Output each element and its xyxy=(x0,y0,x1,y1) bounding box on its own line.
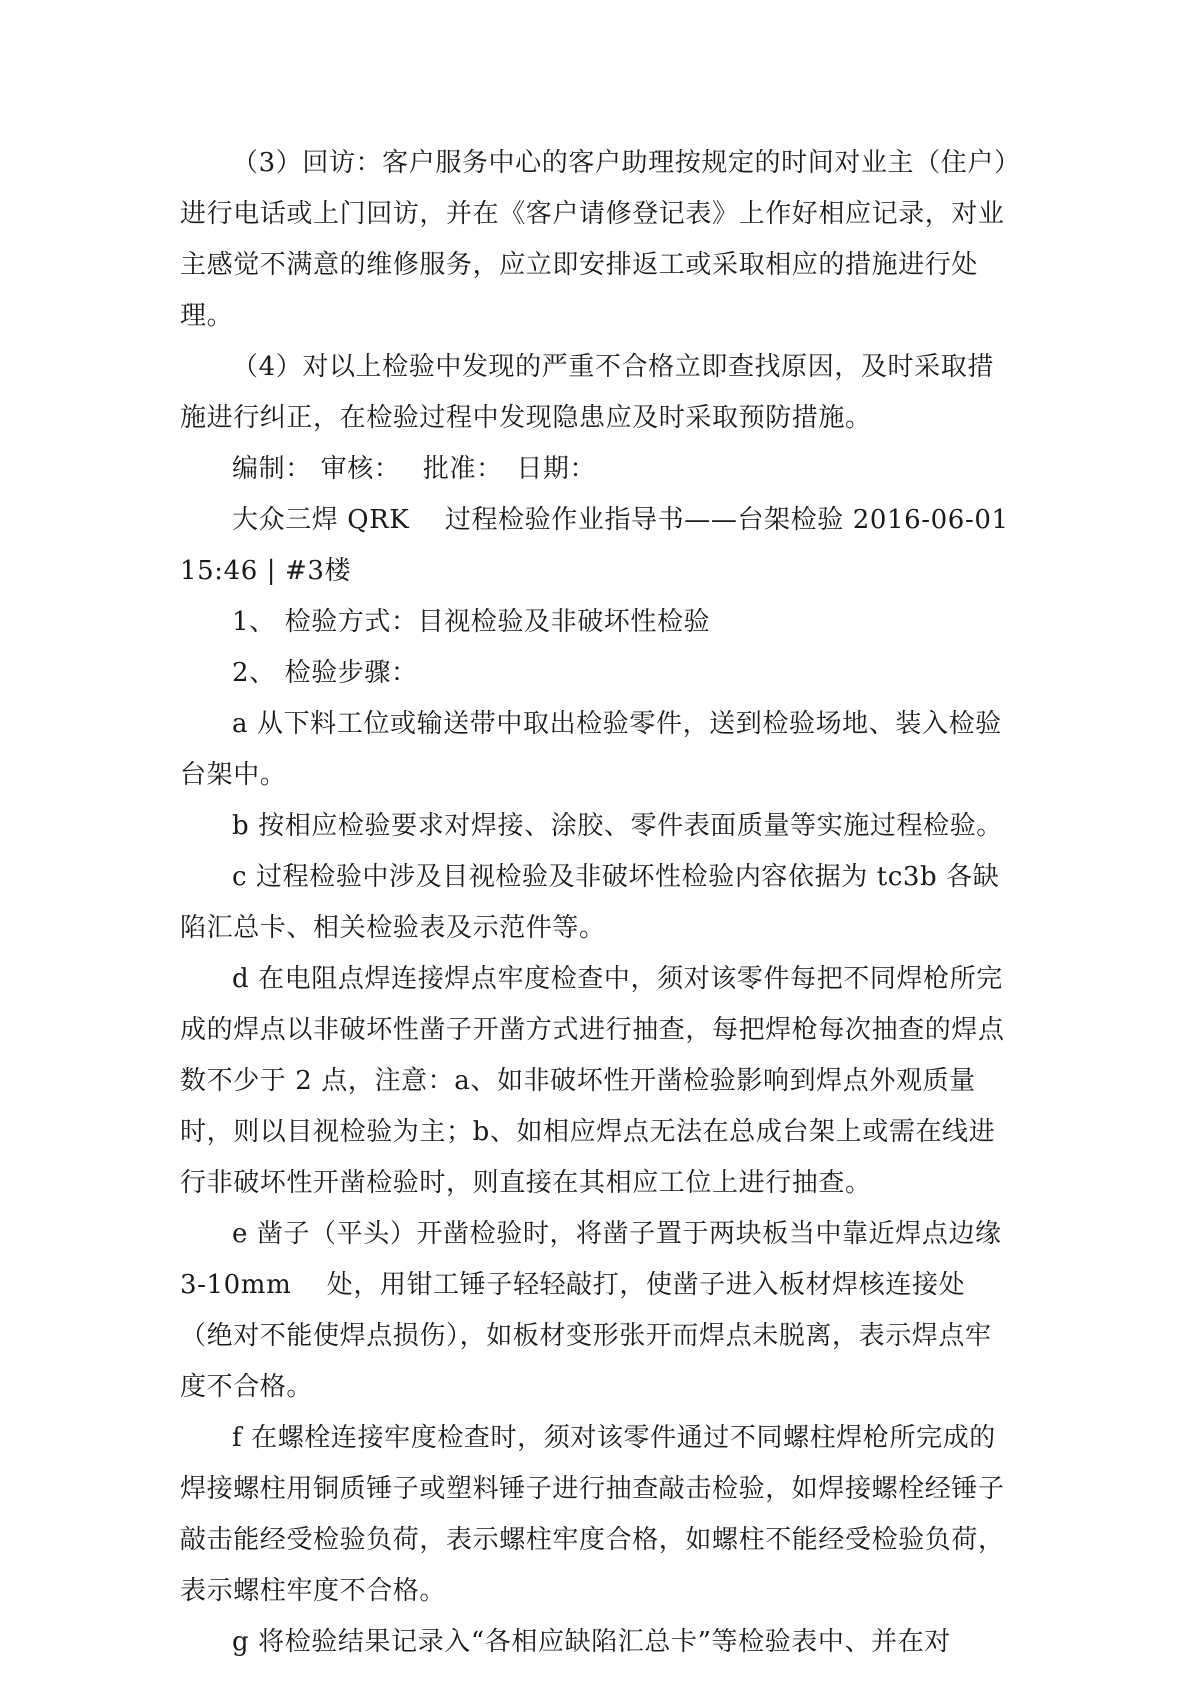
paragraph-step-f: f 在螺栓连接牢度检查时，须对该零件通过不同螺柱焊枪所完成的焊接螺柱用铜质锤子或塑料锤子进行抽查敲击检验，如焊接螺栓经锤子敲击能经受检验负荷，表示螺柱牢度合格，如螺柱不能经受检验负荷，表示螺柱牢度不合格。 xyxy=(180,1423,1005,1606)
paragraph-step-e: e 凿子（平头）开凿检验时，将凿子置于两块板当中靠近焊点边缘 3-10mm 处，用钳工锤子轻轻敲打，使凿子进入板材焊核连接处（绝对不能使焊点损伤），如板材变形张开而焊点未脱离，表示焊点牢度不合格。 xyxy=(180,1219,1002,1402)
paragraph-step-d: d 在电阻点焊连接焊点牢度检查中，须对该零件每把不同焊枪所完成的焊点以非破坏性凿子开凿方式进行抽查，每把焊枪每次抽查的焊点数不少于 2 点，注意：a、如非破坏性开凿检验影响到焊点外观质量时，则以目视检验为主；b、如相应焊点无法在总成台架上或需在线进行非破坏性开凿检验时，则直接在其相应工位上进行抽查。 xyxy=(180,964,1005,1198)
paragraph-inspection-steps: 2、 检验步骤： xyxy=(232,658,418,688)
paragraph-corrective-action: （4）对以上检验中发现的严重不合格立即查找原因，及时采取措施进行纠正，在检验过程中发现隐患应及时采取预防措施。 xyxy=(180,352,994,433)
document-body xyxy=(180,138,1012,1668)
paragraph-inspection-method: 1、 检验方式：目视检验及非破坏性检验 xyxy=(232,607,711,637)
paragraph-post-header: 大众三焊 QRK 过程检验作业指导书——台架检验 2016-06-01 15:46 | #3楼 xyxy=(180,505,1009,586)
paragraph-step-g: g 将检验结果记录入“各相应缺陷汇总卡”等检验表中、并在对 xyxy=(232,1627,951,1657)
paragraph-step-b: b 按相应检验要求对焊接、涂胶、零件表面质量等实施过程检验。 xyxy=(232,811,1003,841)
paragraph-step-a: a 从下料工位或输送带中取出检验零件，送到检验场地、装入检验台架中。 xyxy=(180,709,1002,790)
paragraph-signoff: 编制： 审核： 批准： 日期： xyxy=(232,454,597,484)
paragraph-step-c: c 过程检验中涉及目视检验及非破坏性检验内容依据为 tc3b 各缺陷汇总卡、相关检验表及示范件等。 xyxy=(180,862,1000,943)
paragraph-revisit: （3）回访：客户服务中心的客户助理按规定的时间对业主（住户）进行电话或上门回访，并在《客户请修登记表》上作好相应记录，对业主感觉不满意的维修服务，应立即安排返工或采取相应的措施进行处理。 xyxy=(180,148,1008,331)
